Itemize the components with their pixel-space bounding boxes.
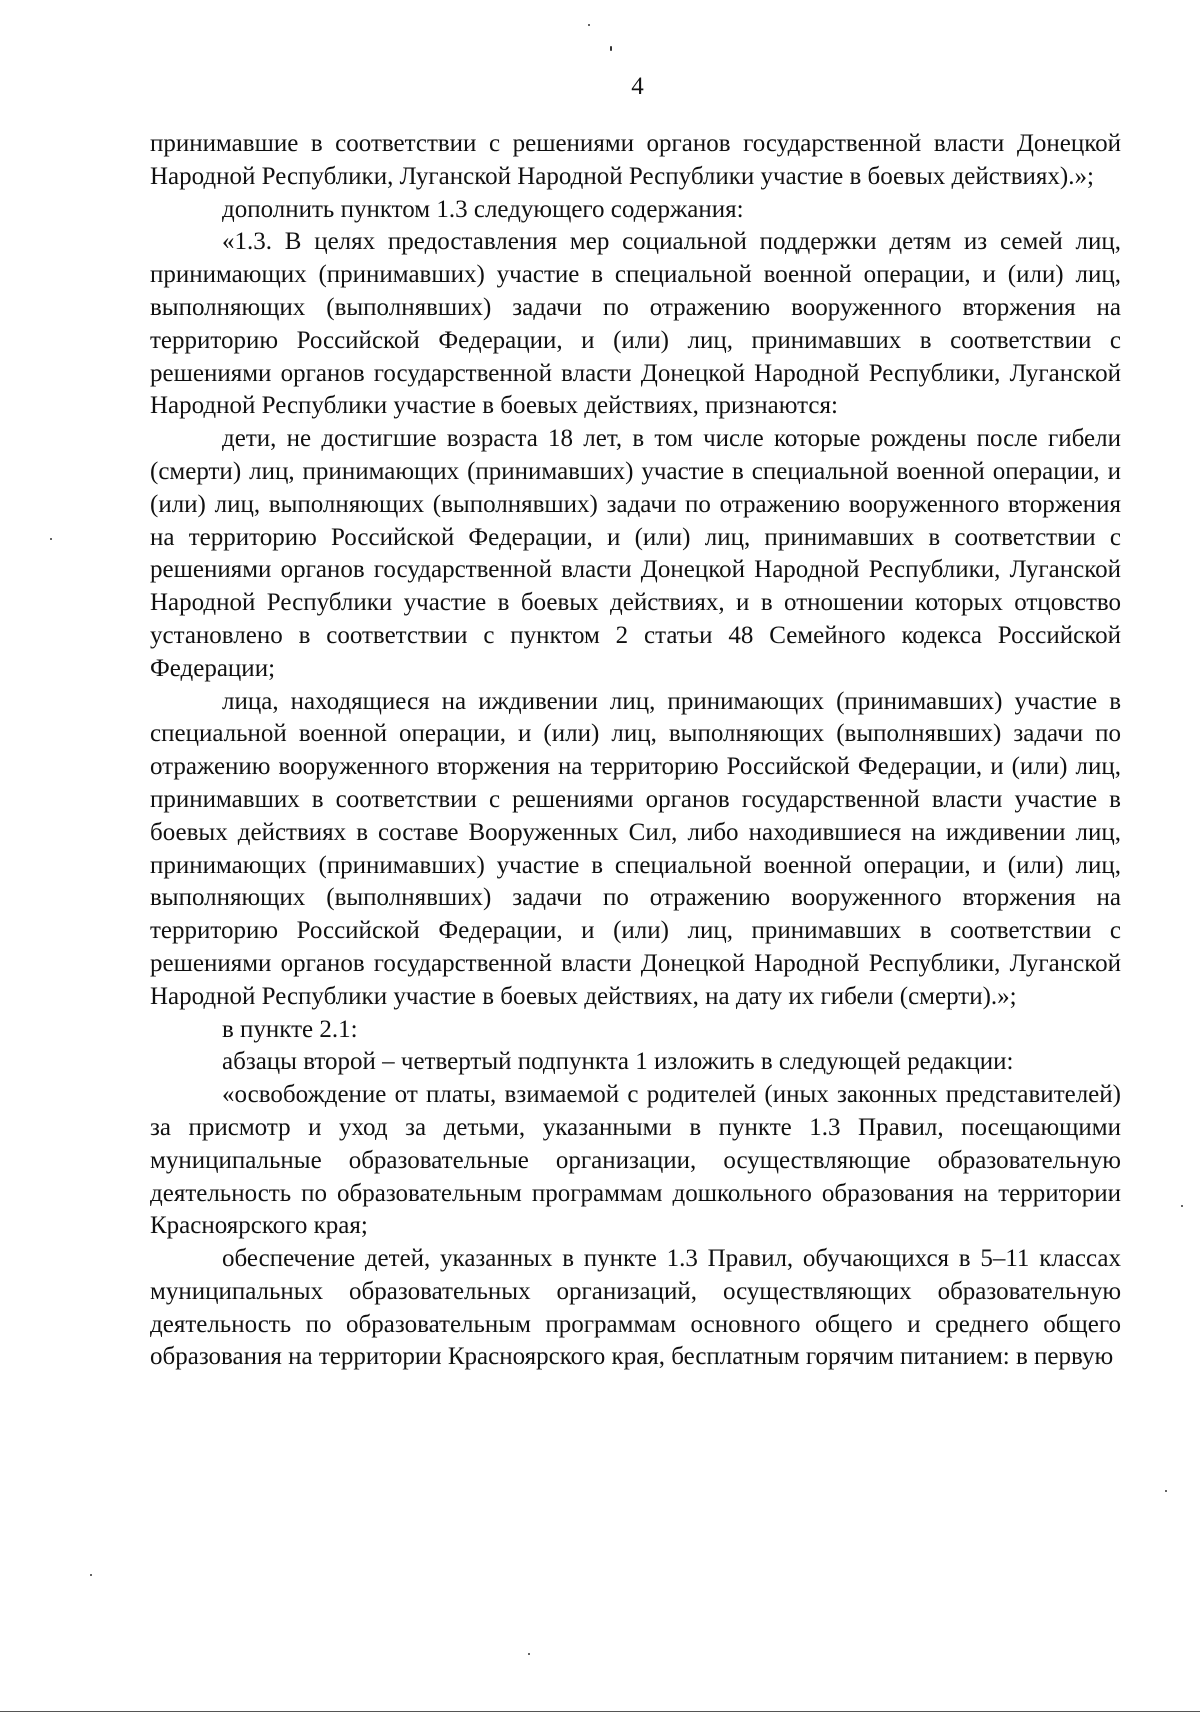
scan-speck — [1181, 1205, 1183, 1207]
paragraph-amendment-intro: дополнить пунктом 1.3 следующего содержания: — [222, 195, 744, 223]
document-body — [150, 128, 1121, 1374]
paragraph-subclause-1: абзацы второй – четвертый подпункта 1 изложить в следующей редакции: — [222, 1048, 1014, 1076]
scan-edge — [0, 1711, 1200, 1712]
paragraph-clause-2-1: в пункте 2.1: — [222, 1015, 358, 1043]
paragraph-fee-exemption: «освобождение от платы, взимаемой с родителей (иных законных представителей) за присмотр и уход за детьми, указанными в пункте 1.3 Правил, посещающими муниципальные образовательные организации, осуществляющие образовательную деятельность по образовательным программам дошкольного образования на территории Красноярского края; — [150, 1081, 1121, 1240]
scan-speck — [1165, 1490, 1167, 1492]
paragraph-dependents: лица, находящиеся на иждивении лиц, принимающих (принимавших) участие в специальной военной операции, и (или) лиц, выполняющих (выполнявших) задачи по отражению вооруженного вторжения на территорию Российской Федерации, и (или) лиц, принимавших в соответствии с решениями органов государственной власти участие в боевых действиях в составе Вооруженных Сил, либо находившиеся на иждивении лиц, принимающих (принимавших) участие в специальной военной операции, и (или) лиц, выполняющих (выполнявших) задачи по отражению вооруженного вторжения на территорию Российской Федерации, и (или) лиц, принимавших в соответствии с решениями органов государственной власти Донецкой Народной Республики, Луганской Народной Республики участие в боевых действиях, на дату их гибели (смерти).»; — [150, 687, 1121, 1010]
scan-speck — [610, 46, 612, 51]
paragraph-hot-meals: обеспечение детей, указанных в пункте 1.3 Правил, обучающихся в 5–11 классах муниципальных образовательных организаций, осуществляющих образовательную деятельность по образовательным программам основного общего и среднего общего образования на территории Красноярского края, бесплатным горячим питанием: в первую — [150, 1245, 1121, 1371]
scan-speck — [90, 1574, 92, 1576]
scan-speck — [50, 538, 52, 540]
paragraph-continuation: принимавшие в соответствии с решениями органов государственной власти Донецкой Народной Республики, Луганской Народной Республики участие в боевых действиях).»; — [150, 130, 1121, 190]
paragraph-children: дети, не достигшие возраста 18 лет, в том числе которые рождены после гибели (смерти) лиц, принимающих (принимавших) участие в специальной военной операции, и (или) лиц, выполняющих (выполнявших) задачи по отражению вооруженного вторжения на территорию Российской Федерации, и (или) лиц, принимавших в соответствии с решениями органов государственной власти Донецкой Народной Республики, Луганской Народной Республики участие в боевых действиях, и в отношении которых отцовство установлено в соответствии с пунктом 2 статьи 48 Семейного кодекса Российской Федерации; — [150, 425, 1121, 682]
scan-speck — [528, 1653, 530, 1655]
paragraph-clause-1-3: «1.3. В целях предоставления мер социальной поддержки детям из семей лиц, принимающих (принимавших) участие в специальной военной операции, и (или) лиц, выполняющих (выполнявших) задачи по отражению вооруженного вторжения на территорию Российской Федерации, и (или) лиц, принимавших в соответствии с решениями органов государственной власти Донецкой Народной Республики, Луганской Народной Республики участие в боевых действиях, признаются: — [150, 228, 1121, 420]
page-number: 4 — [631, 73, 644, 100]
scan-speck — [588, 24, 590, 26]
